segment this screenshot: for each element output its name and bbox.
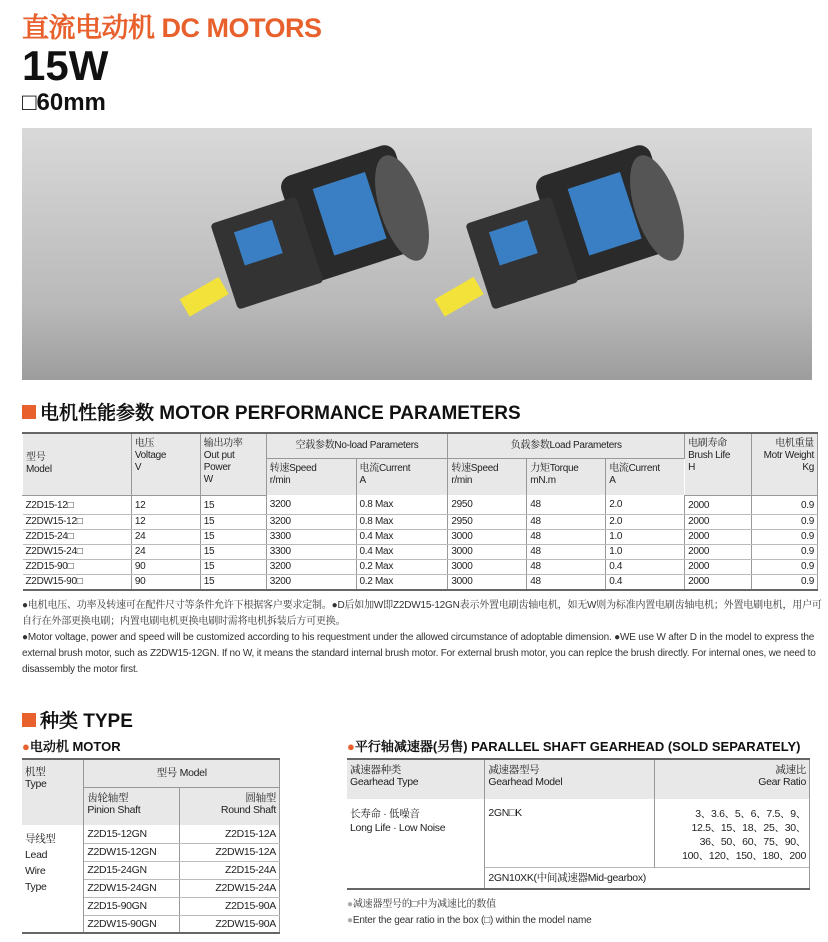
table-cell: 3300 (266, 544, 356, 559)
table-cell: 90 (131, 574, 200, 590)
gear-ratios: 3、3.6、5、6、7.5、9、 12.5、15、18、25、30、 36、50、60、75、90、 100、120、150、180、200 (655, 799, 810, 867)
table-cell: Z2D15-24A (180, 861, 280, 879)
table-cell: 2.0 (606, 514, 685, 529)
table-cell: 0.9 (751, 574, 817, 590)
table-cell: 90 (131, 559, 200, 574)
table-cell: 0.4 (606, 574, 685, 590)
table-cell: Z2D15-90□ (23, 559, 132, 574)
power-rating: 15W (22, 42, 109, 89)
motor-left (180, 142, 440, 317)
col-power: 输出功率 Out put Power W (200, 433, 266, 495)
product-photo (22, 128, 812, 380)
table-cell: 48 (527, 529, 606, 544)
table-cell: 15 (200, 529, 266, 544)
table-row (23, 495, 818, 514)
table-cell: Z2D15-90GN (84, 897, 180, 915)
table-cell: 12 (131, 514, 200, 529)
table-cell: 0.2 Max (356, 574, 448, 590)
col-brush: 电刷寿命 Brush Life H (685, 433, 752, 495)
table-cell: 0.4 Max (356, 544, 448, 559)
table-cell: 0.9 (751, 514, 817, 529)
heading-marker-icon (22, 713, 36, 727)
table-cell: 48 (527, 495, 606, 514)
table-row (23, 559, 818, 574)
table-cell: 48 (527, 544, 606, 559)
table-cell: 0.8 Max (356, 514, 448, 529)
table-row (23, 529, 818, 544)
table-cell: Z2D15-12GN (84, 825, 180, 843)
frame-size: □60mm (22, 89, 106, 116)
col-noload: 空载参数No-load Parameters (266, 433, 448, 458)
bullet-icon: ● (347, 739, 355, 754)
table-cell: 24 (131, 529, 200, 544)
col-load-current: 电流Current A (606, 458, 685, 495)
col-noload-speed: 转速Speed r/min (266, 458, 356, 495)
table-cell: Z2DW15-90GN (84, 915, 180, 933)
table-cell: 15 (200, 544, 266, 559)
table-cell: 1.0 (606, 544, 685, 559)
type-heading: 种类 TYPE (22, 706, 133, 733)
gearhead-notes: ●减速器型号的□中为减速比的数值 ●Enter the gear ratio in the box (□) within the model name (347, 899, 592, 926)
table-cell: Z2DW15-12A (180, 843, 280, 861)
table-cell: 2000 (685, 574, 752, 590)
table-cell: 3200 (266, 574, 356, 590)
table-cell: 0.4 Max (356, 529, 448, 544)
table-cell: 2950 (448, 495, 527, 514)
col-load: 负载参数Load Parameters (448, 433, 685, 458)
table-row (23, 514, 818, 529)
table-cell: Z2D15-24GN (84, 861, 180, 879)
table-cell: 12 (131, 495, 200, 514)
motor-image (22, 128, 812, 380)
table-row (23, 574, 818, 590)
table-row (22, 825, 280, 843)
table-cell: 3000 (448, 559, 527, 574)
table-cell: Z2DW15-24GN (84, 879, 180, 897)
performance-notes (22, 598, 822, 678)
col-load-speed: 转速Speed r/min (448, 458, 527, 495)
table-cell: 48 (527, 514, 606, 529)
type-cell: 导线型 Lead Wire Type (22, 825, 84, 933)
table-cell: Z2D15-90A (180, 897, 280, 915)
table-cell: 0.9 (751, 495, 817, 514)
table-cell: 0.9 (751, 529, 817, 544)
table-cell: Z2DW15-90A (180, 915, 280, 933)
table-cell: 3000 (448, 574, 527, 590)
table-cell: 15 (200, 495, 266, 514)
table-cell: 0.4 (606, 559, 685, 574)
table-cell: 3200 (266, 514, 356, 529)
motor-type-table: 机型 Type 型号 Model 齿轮轴型 Pinion Shaft 圆轴型 Round Shaft 导线型 Lead Wire Type Z2D15-12GN Z2D15-12A Z2DW15-12GN Z2DW15-12A Z2D15-24GN Z2D15-24A Z2DW15-24GN Z2DW15-24A Z2D15-90GN Z2D15-90A Z2DW15-90GN Z2DW15-90A (22, 758, 280, 934)
motor-subheading: ●电动机 MOTOR (22, 739, 121, 754)
table-cell: 24 (131, 544, 200, 559)
table-cell: 2000 (685, 559, 752, 574)
table-cell: 3200 (266, 495, 356, 514)
table-cell: Z2D15-12□ (23, 495, 132, 514)
page-title: 直流电动机 DC MOTORS (22, 13, 322, 43)
table-cell: 15 (200, 559, 266, 574)
table-cell: 15 (200, 574, 266, 590)
table-cell: 2000 (685, 495, 752, 514)
table-cell: 0.2 Max (356, 559, 448, 574)
table-row (23, 544, 818, 559)
gearhead-table: 减速器种类 Gearhead Type 减速器型号 Gearhead Model 减速比 Gear Ratio 长寿命 · 低噪音 Long Life · Low Noise 2GN□K 3、3.6、5、6、7.5、9、 12.5、15、18、25、30、 36、50、60、75、90、 100、120、150、180、200 2GN10XK(中间减速器Mid-gearbox) (347, 758, 810, 890)
col-weight: 电机重量 Motr Weight Kg (751, 433, 817, 495)
col-noload-current: 电流Current A (356, 458, 448, 495)
heading-marker-icon (22, 405, 36, 419)
table-cell: 0.9 (751, 559, 817, 574)
performance-table (22, 432, 818, 591)
table-cell: Z2DW15-12□ (23, 514, 132, 529)
table-cell: 0.9 (751, 544, 817, 559)
bullet-icon: ● (22, 739, 30, 754)
table-cell: 2000 (685, 544, 752, 559)
table-cell: 2000 (685, 514, 752, 529)
table-cell: 3300 (266, 529, 356, 544)
table-cell: 2950 (448, 514, 527, 529)
col-voltage: 电压 Voltage V (131, 433, 200, 495)
note-en: ●Motor voltage, power and speed will be customized according to his requestment under the allowed circumstance of adoptable dimension. ●WE use W after D in the model to express the external brush motor, such as Z2DW15-12GN. If no W, it means the standard internal brush motor. For external brush motor, you can replce the brush directly. For internal ones, we need to disassembly the motor first. (22, 632, 816, 675)
motor-right (435, 142, 695, 317)
table-cell: 0.8 Max (356, 495, 448, 514)
heading-text: 电机性能参数 MOTOR PERFORMANCE PARAMETERS (40, 403, 521, 424)
table-cell: 3000 (448, 544, 527, 559)
table-cell: 48 (527, 559, 606, 574)
table-cell: 48 (527, 574, 606, 590)
table-cell: Z2D15-12A (180, 825, 280, 843)
table-cell: Z2DW15-24□ (23, 544, 132, 559)
gearhead-subheading: ●平行轴减速器(另售) PARALLEL SHAFT GEARHEAD (SOLD SEPARATELY) (347, 739, 801, 754)
table-cell: Z2DW15-12GN (84, 843, 180, 861)
performance-heading (22, 398, 521, 425)
col-load-torque: 力矩Torque mN.m (527, 458, 606, 495)
table-cell: 2000 (685, 529, 752, 544)
col-model: 型号 Model (23, 433, 132, 495)
table-cell: Z2DW15-24A (180, 879, 280, 897)
table-cell: 1.0 (606, 529, 685, 544)
table-cell: Z2DW15-90□ (23, 574, 132, 590)
note-cn: ●电机电压、功率及转速可在配件尺寸等条件允许下根据客户要求定制。●D后如加W即Z2DW15-12GN表示外置电刷齿轴电机，如无W则为标准内置电刷齿轴电机；外置电刷电机，用户可自行在外部更换电刷；内置电刷电机更换电刷时需将电机拆装后方可更换。 (22, 600, 822, 627)
table-cell: 3200 (266, 559, 356, 574)
table-cell: 2.0 (606, 495, 685, 514)
table-cell: 3000 (448, 529, 527, 544)
table-cell: Z2D15-24□ (23, 529, 132, 544)
table-cell: 15 (200, 514, 266, 529)
